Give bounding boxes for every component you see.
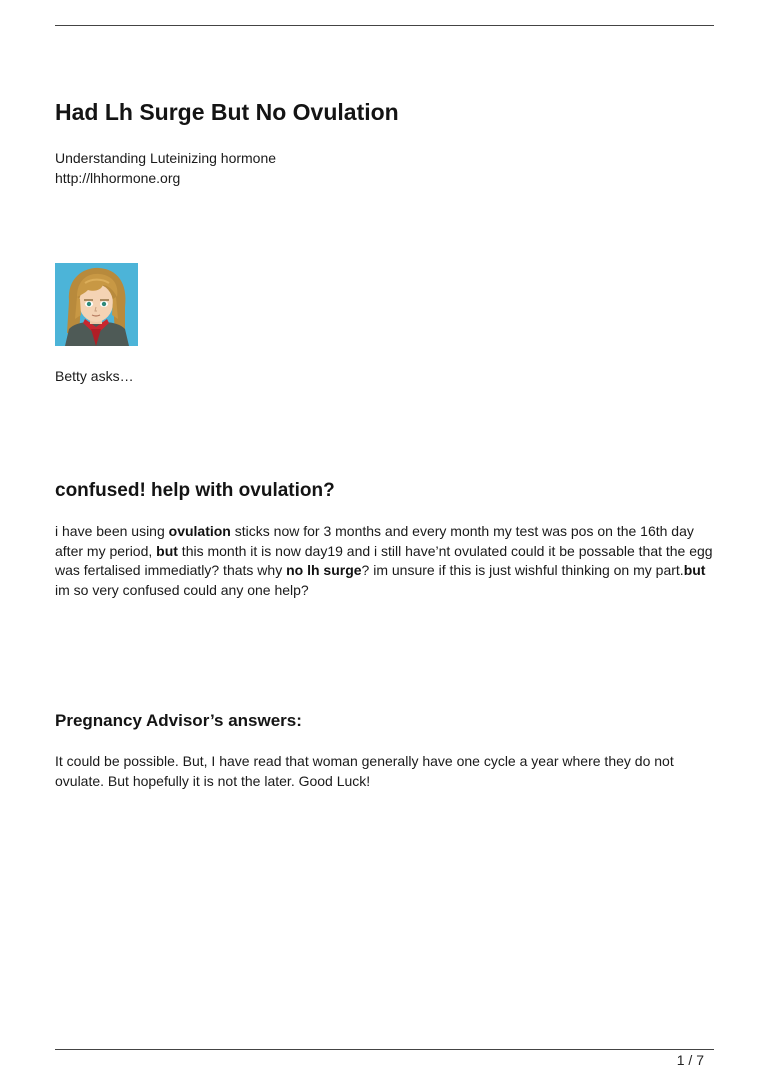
highlighted-keyword: ovulation [168, 523, 231, 539]
question-text-run: i have been using [55, 523, 169, 539]
site-url-link[interactable]: http://lhhormone.org [55, 170, 181, 186]
bottom-divider [55, 1049, 714, 1050]
highlighted-keyword: but [156, 542, 178, 559]
answers-heading: Pregnancy Advisor’s answers: [55, 711, 302, 730]
page-number: 1 / 7 [676, 1052, 704, 1068]
asker-label: Betty asks… [55, 368, 134, 384]
cartoon-avatar-icon [55, 263, 138, 346]
answer-body: It could be possible. But, I have read that woman generally have one cycle a year where they do not ovulate. But hopefully it is not the later. Good Luck! [55, 753, 674, 789]
site-name: Understanding Luteinizing hormone [55, 150, 277, 166]
question-body [55, 522, 720, 600]
highlighted-keyword: no lh surge [286, 562, 362, 579]
avatar [55, 263, 138, 346]
question-text-run: ? im unsure if this is just wishful thinking on my part. [361, 562, 684, 579]
highlighted-keyword: but [683, 562, 706, 579]
top-divider [55, 25, 714, 26]
question-title: confused! help with ovulation? [55, 480, 335, 501]
page-title: Had Lh Surge But No Ovulation [55, 99, 399, 125]
question-text-run: sticks now for 3 months and every month my test was pos on the 16th day after my period, [55, 523, 694, 559]
question-text-run: im so very confused could any one help? [55, 581, 309, 598]
question-text-run: this month it is now day19 and i still have’nt ovulated could it be possable that the egg was fertalised immediatly? thats why [55, 542, 713, 579]
